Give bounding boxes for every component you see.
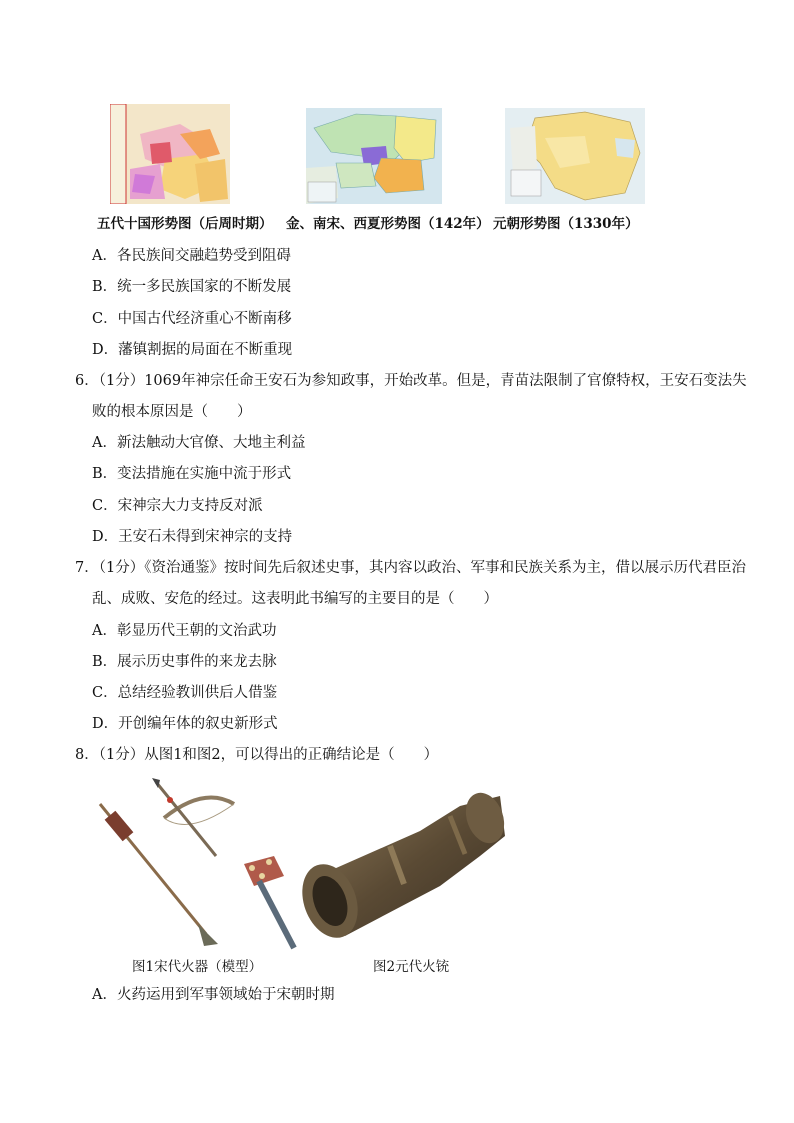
q6-option-c: C．宋神宗大力支持反对派 bbox=[92, 498, 263, 514]
q7-option-d: D．开创编年体的叙史新形式 bbox=[92, 716, 278, 732]
jin-song-xia-map-image bbox=[306, 108, 442, 204]
q5-option-a: A．各民族间交融趋势受到阻碍 bbox=[92, 248, 291, 264]
q8-option-a: A．火药运用到军事领域始于宋朝时期 bbox=[92, 987, 335, 1003]
q6-option-a: A．新法触动大官僚、大地主利益 bbox=[92, 435, 306, 451]
map1-caption: 五代十国形势图（后周时期） bbox=[97, 216, 273, 232]
q6-stem-line1: 6．（1分）1069年神宗任命王安石为参知政事，开始改革。但是，青苗法限制了官僚特权，王安石变法失 bbox=[75, 373, 747, 389]
fig1-caption: 图1宋代火器（模型） bbox=[132, 959, 263, 975]
q7-option-a: A．彰显历代王朝的文治武功 bbox=[92, 623, 277, 639]
map3-caption: 元朝形势图（1330年） bbox=[493, 216, 639, 232]
q7-option-b: B．展示历史事件的来龙去脉 bbox=[92, 654, 277, 670]
q6-option-d: D．王安石未得到宋神宗的支持 bbox=[92, 529, 293, 545]
q5-option-b: B．统一多民族国家的不断发展 bbox=[92, 279, 292, 295]
q7-option-c: C．总结经验教训供后人借鉴 bbox=[92, 685, 278, 701]
q6-option-b: B．变法措施在实施中流于形式 bbox=[92, 466, 292, 482]
q7-stem-line2: 乱、成败、安危的经过。这表明此书编写的主要目的是（ ） bbox=[92, 591, 498, 607]
song-fire-weapons-image bbox=[94, 776, 304, 956]
yuan-hand-cannon-image bbox=[300, 776, 506, 946]
q6-stem-line2: 败的根本原因是（ ） bbox=[92, 404, 252, 420]
map2-caption: 金、南宋、西夏形势图（142年） bbox=[286, 216, 490, 232]
q8-stem: 8．（1分）从图1和图2，可以得出的正确结论是（ ） bbox=[75, 747, 439, 763]
yuan-dynasty-map-image bbox=[505, 108, 645, 204]
q5-option-c: C．中国古代经济重心不断南移 bbox=[92, 311, 292, 327]
five-dynasties-map-image bbox=[110, 104, 230, 204]
q5-option-d: D．藩镇割据的局面在不断重现 bbox=[92, 342, 293, 358]
q7-stem-line1: 7．（1分）《资治通鉴》按时间先后叙述史事，其内容以政治、军事和民族关系为主，借以展示历代君臣治 bbox=[75, 560, 746, 576]
fig2-caption: 图2元代火铳 bbox=[373, 959, 450, 975]
